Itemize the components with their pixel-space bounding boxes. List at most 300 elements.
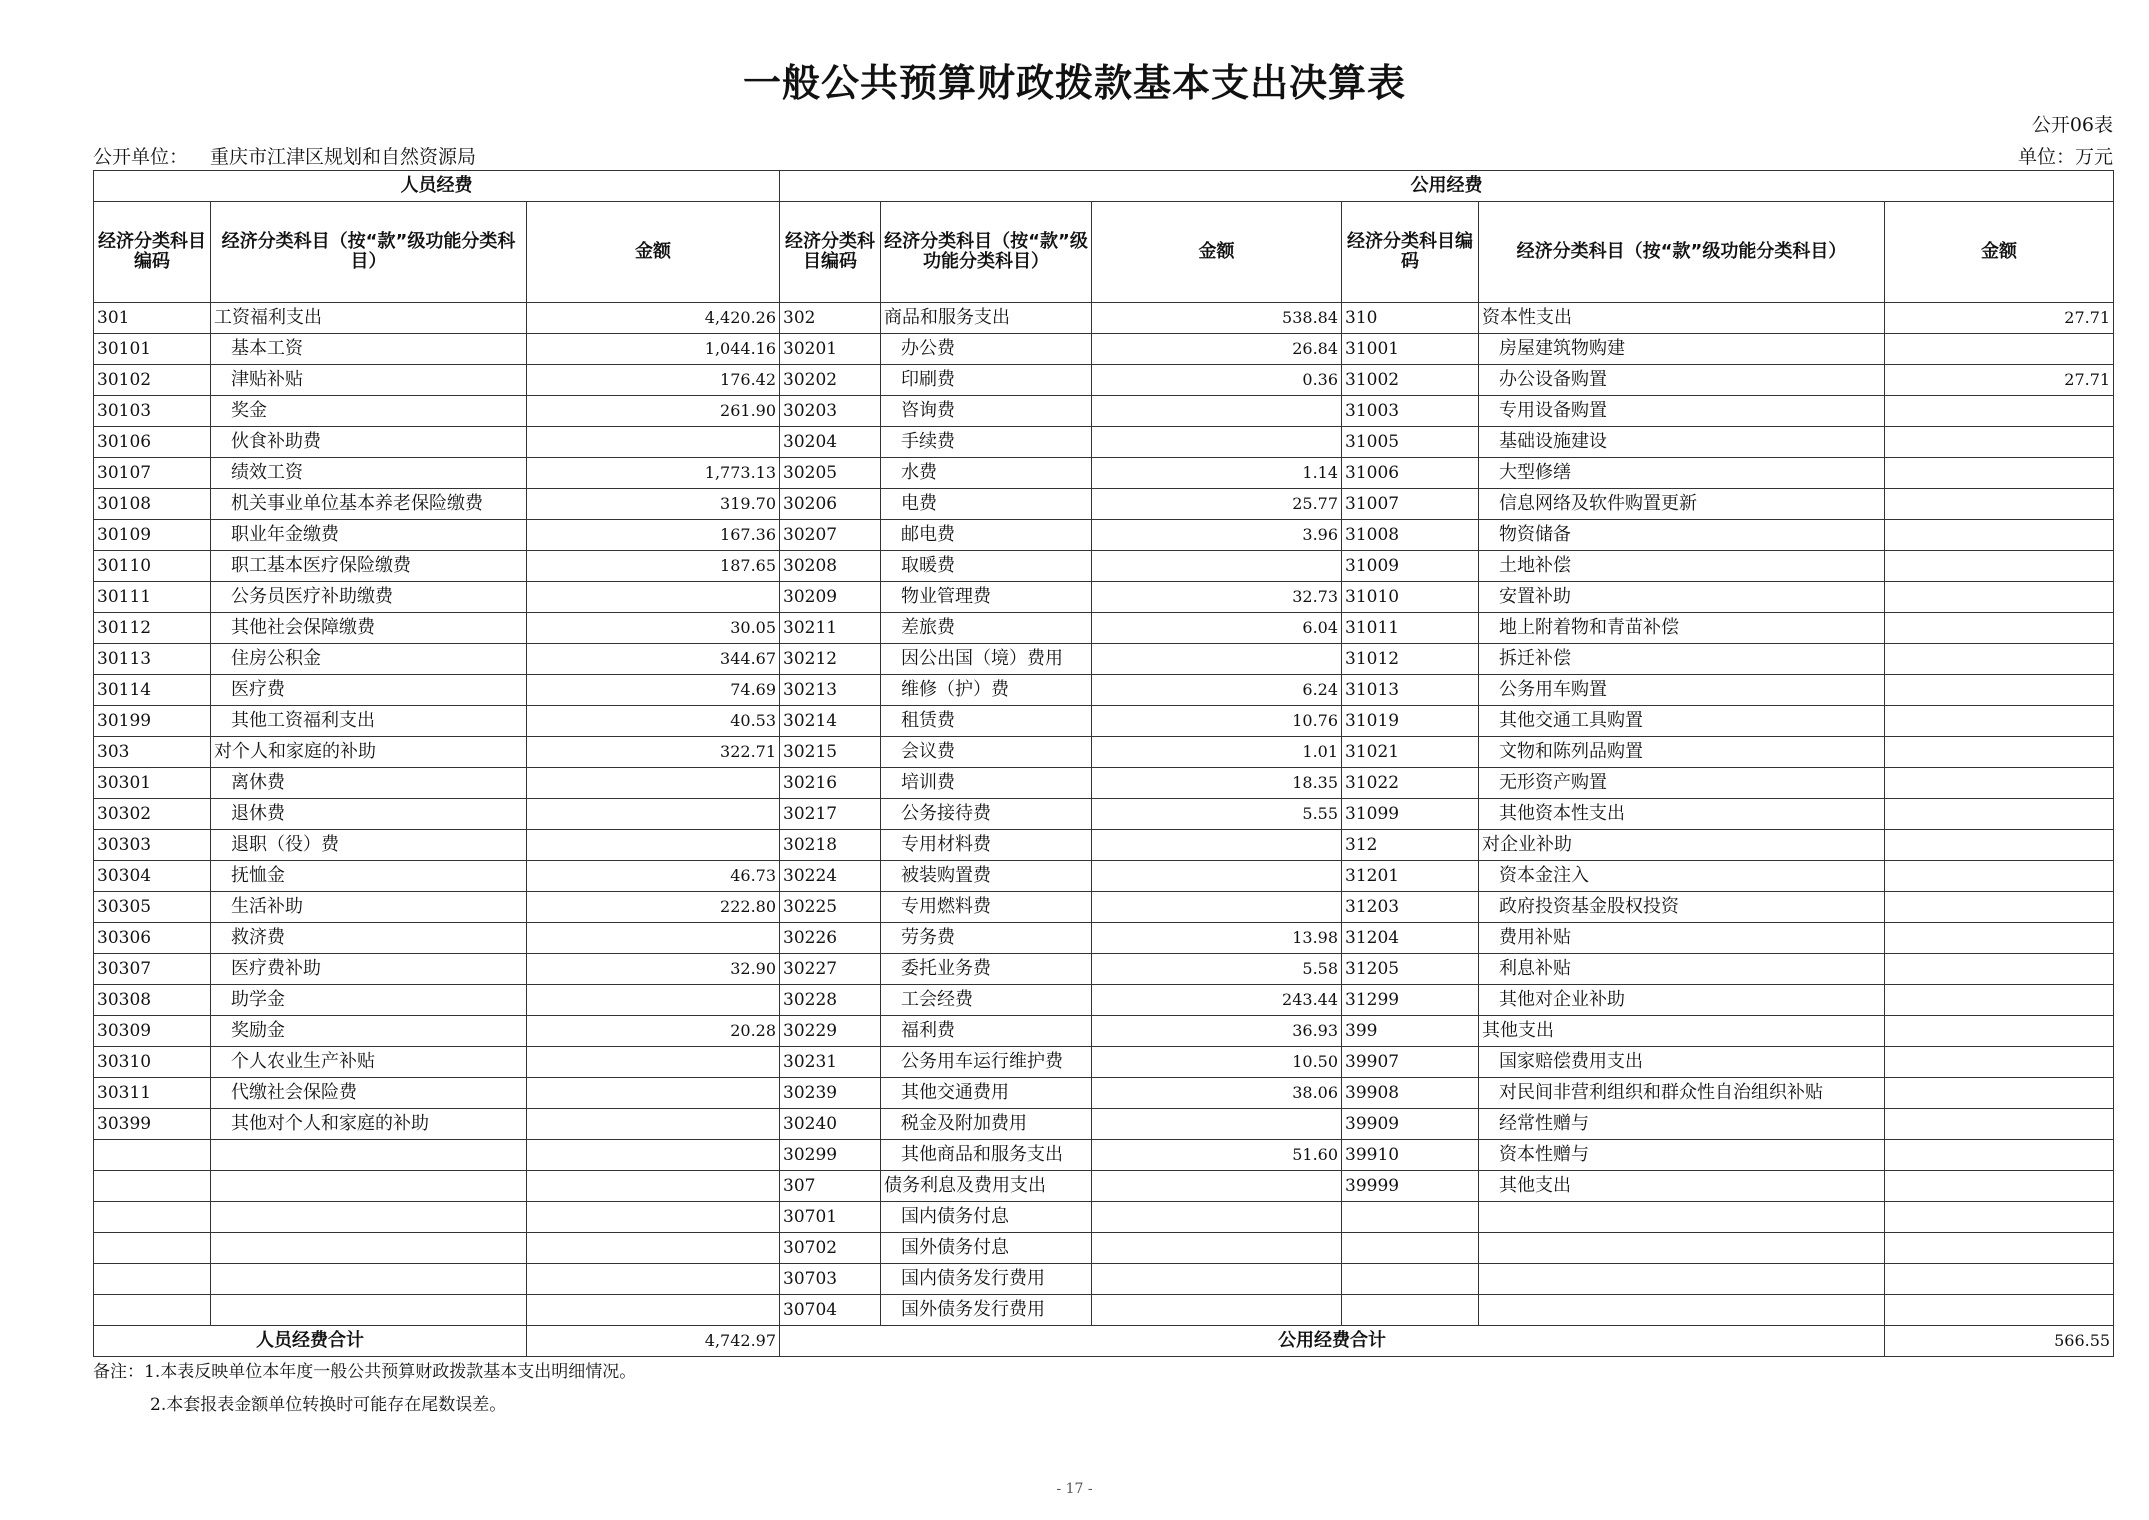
- name-cell: 机关事业单位基本养老保险缴费: [211, 489, 527, 520]
- column-header-row: [94, 202, 2114, 303]
- name-cell: 职工基本医疗保险缴费: [211, 551, 527, 582]
- name-cell: 助学金: [211, 985, 527, 1016]
- name-cell: 利息补贴: [1479, 954, 1885, 985]
- public-total-label: 公用经费合计: [780, 1326, 1885, 1357]
- amount-cell: 1,773.13: [527, 458, 780, 489]
- name-cell: 退职（役）费: [211, 830, 527, 861]
- reporting-unit-name: 重庆市江津区规划和自然资源局: [210, 146, 477, 168]
- name-cell: 物业管理费: [881, 582, 1092, 613]
- table-row: [94, 1264, 2114, 1295]
- page-title: 一般公共预算财政拨款基本支出决算表: [742, 61, 1406, 105]
- code-cell: 30704: [780, 1295, 881, 1326]
- code-cell: 30302: [94, 799, 211, 830]
- amount-cell: 51.60: [1092, 1140, 1342, 1171]
- name-cell: 大型修缮: [1479, 458, 1885, 489]
- amount-cell: 25.77: [1092, 489, 1342, 520]
- expenditure-table: [93, 170, 2114, 1357]
- code-cell: 30308: [94, 985, 211, 1016]
- code-cell: 31003: [1342, 396, 1479, 427]
- table-row: [94, 613, 2114, 644]
- name-cell: 医疗费: [211, 675, 527, 706]
- code-cell: 30301: [94, 768, 211, 799]
- table-row: [94, 768, 2114, 799]
- amount-cell: 10.76: [1092, 706, 1342, 737]
- amount-cell: 26.84: [1092, 334, 1342, 365]
- amount-cell: 13.98: [1092, 923, 1342, 954]
- code-cell: 30113: [94, 644, 211, 675]
- name-cell: 对企业补助: [1479, 830, 1885, 861]
- name-cell: [211, 1233, 527, 1264]
- name-cell: 其他社会保障缴费: [211, 613, 527, 644]
- code-cell: 30205: [780, 458, 881, 489]
- amount-cell: 5.55: [1092, 799, 1342, 830]
- code-cell: 31008: [1342, 520, 1479, 551]
- header-amount-2: 金额: [1092, 202, 1342, 303]
- name-cell: 商品和服务支出: [881, 303, 1092, 334]
- amount-cell: [1885, 1233, 2114, 1264]
- name-cell: 国内债务付息: [881, 1202, 1092, 1233]
- amount-cell: 322.71: [527, 737, 780, 768]
- code-cell: 303: [94, 737, 211, 768]
- amount-cell: [1092, 644, 1342, 675]
- code-cell: 31204: [1342, 923, 1479, 954]
- personnel-total-label: 人员经费合计: [94, 1326, 527, 1357]
- page-number: - 17 -: [1056, 1481, 1093, 1497]
- name-cell: 公务用车运行维护费: [881, 1047, 1092, 1078]
- amount-cell: [527, 582, 780, 613]
- name-cell: 其他对企业补助: [1479, 985, 1885, 1016]
- name-cell: [1479, 1295, 1885, 1326]
- code-cell: 39909: [1342, 1109, 1479, 1140]
- table-row: [94, 365, 2114, 396]
- code-cell: 31099: [1342, 799, 1479, 830]
- code-cell: 31201: [1342, 861, 1479, 892]
- name-cell: 差旅费: [881, 613, 1092, 644]
- amount-cell: 20.28: [527, 1016, 780, 1047]
- note-1: 备注：1.本表反映单位本年度一般公共预算财政拨款基本支出明细情况。: [93, 1362, 637, 1382]
- table-row: [94, 1109, 2114, 1140]
- table-number: 公开06表: [2031, 114, 2113, 136]
- table-row: [94, 861, 2114, 892]
- name-cell: 公务员医疗补助缴费: [211, 582, 527, 613]
- amount-cell: [1885, 551, 2114, 582]
- amount-cell: [1885, 644, 2114, 675]
- name-cell: 专用材料费: [881, 830, 1092, 861]
- amount-cell: [1885, 427, 2114, 458]
- code-cell: 30217: [780, 799, 881, 830]
- name-cell: 无形资产购置: [1479, 768, 1885, 799]
- name-cell: [211, 1295, 527, 1326]
- code-cell: [94, 1295, 211, 1326]
- amount-cell: [1885, 520, 2114, 551]
- name-cell: 职业年金缴费: [211, 520, 527, 551]
- code-cell: 30227: [780, 954, 881, 985]
- table-row: [94, 458, 2114, 489]
- name-cell: 其他交通费用: [881, 1078, 1092, 1109]
- code-cell: 30199: [94, 706, 211, 737]
- amount-cell: [527, 830, 780, 861]
- code-cell: 30304: [94, 861, 211, 892]
- amount-cell: 1,044.16: [527, 334, 780, 365]
- amount-cell: 36.93: [1092, 1016, 1342, 1047]
- name-cell: 工资福利支出: [211, 303, 527, 334]
- amount-cell: 0.36: [1092, 365, 1342, 396]
- name-cell: [1479, 1264, 1885, 1295]
- header-name-3: 经济分类科目（按“款”级功能分类科目）: [1479, 202, 1885, 303]
- name-cell: 办公费: [881, 334, 1092, 365]
- table-row: [94, 1233, 2114, 1264]
- code-cell: [94, 1264, 211, 1295]
- code-cell: 30224: [780, 861, 881, 892]
- amount-cell: [1885, 458, 2114, 489]
- name-cell: 维修（护）费: [881, 675, 1092, 706]
- code-cell: [94, 1171, 211, 1202]
- code-cell: 30240: [780, 1109, 881, 1140]
- code-cell: 30239: [780, 1078, 881, 1109]
- name-cell: 其他商品和服务支出: [881, 1140, 1092, 1171]
- name-cell: 安置补助: [1479, 582, 1885, 613]
- amount-cell: [527, 1202, 780, 1233]
- name-cell: 邮电费: [881, 520, 1092, 551]
- code-cell: 31012: [1342, 644, 1479, 675]
- amount-cell: [1885, 1016, 2114, 1047]
- name-cell: 物资储备: [1479, 520, 1885, 551]
- code-cell: 31013: [1342, 675, 1479, 706]
- amount-cell: [1885, 1078, 2114, 1109]
- table-body: [94, 171, 2114, 1357]
- personnel-total-amount: 4,742.97: [527, 1326, 780, 1357]
- code-cell: 30229: [780, 1016, 881, 1047]
- code-cell: 30211: [780, 613, 881, 644]
- amount-cell: [1885, 1140, 2114, 1171]
- name-cell: 公务接待费: [881, 799, 1092, 830]
- amount-cell: [527, 799, 780, 830]
- code-cell: 30701: [780, 1202, 881, 1233]
- code-cell: 31019: [1342, 706, 1479, 737]
- name-cell: 劳务费: [881, 923, 1092, 954]
- code-cell: 30399: [94, 1109, 211, 1140]
- amount-cell: [1885, 799, 2114, 830]
- code-cell: 31001: [1342, 334, 1479, 365]
- header-amount-1: 金额: [527, 202, 780, 303]
- amount-cell: 27.71: [1885, 303, 2114, 334]
- table-row: [94, 520, 2114, 551]
- name-cell: 咨询费: [881, 396, 1092, 427]
- name-cell: 因公出国（境）费用: [881, 644, 1092, 675]
- amount-cell: 538.84: [1092, 303, 1342, 334]
- name-cell: 国内债务发行费用: [881, 1264, 1092, 1295]
- code-cell: 31010: [1342, 582, 1479, 613]
- amount-cell: 243.44: [1092, 985, 1342, 1016]
- amount-cell: [1885, 1047, 2114, 1078]
- amount-cell: [1092, 1171, 1342, 1202]
- amount-cell: 187.65: [527, 551, 780, 582]
- amount-cell: 344.67: [527, 644, 780, 675]
- code-cell: 30299: [780, 1140, 881, 1171]
- table-row: [94, 799, 2114, 830]
- code-cell: 30311: [94, 1078, 211, 1109]
- amount-cell: [1885, 954, 2114, 985]
- amount-cell: [1092, 396, 1342, 427]
- code-cell: 30309: [94, 1016, 211, 1047]
- name-cell: 绩效工资: [211, 458, 527, 489]
- code-cell: 30216: [780, 768, 881, 799]
- amount-cell: [1092, 551, 1342, 582]
- code-cell: 30109: [94, 520, 211, 551]
- table-row: [94, 892, 2114, 923]
- header-name-1: 经济分类科目（按“款”级功能分类科目）: [211, 202, 527, 303]
- amount-cell: 261.90: [527, 396, 780, 427]
- name-cell: 基本工资: [211, 334, 527, 365]
- amount-cell: [1885, 768, 2114, 799]
- code-cell: 30206: [780, 489, 881, 520]
- amount-cell: [1885, 1295, 2114, 1326]
- amount-cell: [1092, 1233, 1342, 1264]
- table-row: [94, 427, 2114, 458]
- name-cell: 取暖费: [881, 551, 1092, 582]
- name-cell: 工会经费: [881, 985, 1092, 1016]
- code-cell: 31205: [1342, 954, 1479, 985]
- amount-cell: 40.53: [527, 706, 780, 737]
- name-cell: 对民间非营利组织和群众性自治组织补贴: [1479, 1078, 1885, 1109]
- amount-cell: [1885, 334, 2114, 365]
- code-cell: [1342, 1233, 1479, 1264]
- code-cell: 399: [1342, 1016, 1479, 1047]
- name-cell: [1479, 1233, 1885, 1264]
- amount-cell: 6.04: [1092, 613, 1342, 644]
- amount-cell: [1885, 861, 2114, 892]
- name-cell: 其他工资福利支出: [211, 706, 527, 737]
- amount-cell: 32.73: [1092, 582, 1342, 613]
- amount-cell: 319.70: [527, 489, 780, 520]
- amount-cell: 18.35: [1092, 768, 1342, 799]
- table-row: [94, 644, 2114, 675]
- name-cell: 其他交通工具购置: [1479, 706, 1885, 737]
- amount-cell: [1092, 1264, 1342, 1295]
- amount-cell: [1885, 675, 2114, 706]
- name-cell: 资本性支出: [1479, 303, 1885, 334]
- amount-cell: 4,420.26: [527, 303, 780, 334]
- name-cell: 其他支出: [1479, 1171, 1885, 1202]
- code-cell: 31203: [1342, 892, 1479, 923]
- code-cell: 30101: [94, 334, 211, 365]
- code-cell: 30202: [780, 365, 881, 396]
- amount-cell: [1885, 489, 2114, 520]
- amount-cell: [527, 1295, 780, 1326]
- name-cell: 拆迁补偿: [1479, 644, 1885, 675]
- amount-cell: [1885, 1202, 2114, 1233]
- amount-cell: [527, 1047, 780, 1078]
- name-cell: 房屋建筑物购建: [1479, 334, 1885, 365]
- code-cell: 30231: [780, 1047, 881, 1078]
- code-cell: 302: [780, 303, 881, 334]
- amount-cell: [1092, 861, 1342, 892]
- name-cell: 信息网络及软件购置更新: [1479, 489, 1885, 520]
- name-cell: 生活补助: [211, 892, 527, 923]
- amount-cell: 6.24: [1092, 675, 1342, 706]
- code-cell: [1342, 1264, 1479, 1295]
- code-cell: 30215: [780, 737, 881, 768]
- table-row: [94, 706, 2114, 737]
- code-cell: 30201: [780, 334, 881, 365]
- name-cell: 被装购置费: [881, 861, 1092, 892]
- amount-cell: [527, 1109, 780, 1140]
- amount-cell: [527, 923, 780, 954]
- table-row: [94, 303, 2114, 334]
- name-cell: 津贴补贴: [211, 365, 527, 396]
- code-cell: 31299: [1342, 985, 1479, 1016]
- code-cell: 31006: [1342, 458, 1479, 489]
- name-cell: 其他资本性支出: [1479, 799, 1885, 830]
- amount-cell: [1885, 830, 2114, 861]
- code-cell: [94, 1202, 211, 1233]
- code-cell: 307: [780, 1171, 881, 1202]
- name-cell: [211, 1202, 527, 1233]
- header-code-3: 经济分类科目编码: [1342, 202, 1479, 303]
- name-cell: 奖励金: [211, 1016, 527, 1047]
- code-cell: 31005: [1342, 427, 1479, 458]
- amount-cell: [1885, 923, 2114, 954]
- code-cell: 30218: [780, 830, 881, 861]
- name-cell: 医疗费补助: [211, 954, 527, 985]
- name-cell: 救济费: [211, 923, 527, 954]
- name-cell: 专用设备购置: [1479, 396, 1885, 427]
- name-cell: 委托业务费: [881, 954, 1092, 985]
- totals-row: [94, 1326, 2114, 1357]
- code-cell: 30306: [94, 923, 211, 954]
- amount-cell: [1885, 985, 2114, 1016]
- amount-cell: 5.58: [1092, 954, 1342, 985]
- amount-cell: [527, 1264, 780, 1295]
- code-cell: [94, 1233, 211, 1264]
- name-cell: 地上附着物和青苗补偿: [1479, 613, 1885, 644]
- code-cell: 310: [1342, 303, 1479, 334]
- code-cell: [1342, 1295, 1479, 1326]
- group-header-row: [94, 171, 2114, 202]
- note-2: 2.本套报表金额单位转换时可能存在尾数误差。: [150, 1395, 507, 1415]
- code-cell: 30108: [94, 489, 211, 520]
- name-cell: 资本性赠与: [1479, 1140, 1885, 1171]
- amount-cell: 1.01: [1092, 737, 1342, 768]
- amount-cell: [1092, 1295, 1342, 1326]
- code-cell: 30213: [780, 675, 881, 706]
- table-row: [94, 1047, 2114, 1078]
- code-cell: 312: [1342, 830, 1479, 861]
- code-cell: 39907: [1342, 1047, 1479, 1078]
- amount-cell: 1.14: [1092, 458, 1342, 489]
- table-row: [94, 1171, 2114, 1202]
- code-cell: 39910: [1342, 1140, 1479, 1171]
- amount-cell: [1885, 1109, 2114, 1140]
- code-cell: 30110: [94, 551, 211, 582]
- amount-cell: [1885, 737, 2114, 768]
- name-cell: 培训费: [881, 768, 1092, 799]
- name-cell: 土地补偿: [1479, 551, 1885, 582]
- table-row: [94, 582, 2114, 613]
- name-cell: 税金及附加费用: [881, 1109, 1092, 1140]
- amount-cell: [527, 1078, 780, 1109]
- name-cell: 基础设施建设: [1479, 427, 1885, 458]
- amount-cell: [527, 1233, 780, 1264]
- name-cell: 手续费: [881, 427, 1092, 458]
- code-cell: 301: [94, 303, 211, 334]
- amount-cell: [1092, 427, 1342, 458]
- amount-cell: [1092, 1202, 1342, 1233]
- header-amount-3: 金额: [1885, 202, 2114, 303]
- amount-cell: [527, 1140, 780, 1171]
- code-cell: 30303: [94, 830, 211, 861]
- header-name-2: 经济分类科目（按“款”级功能分类科目）: [881, 202, 1092, 303]
- name-cell: 资本金注入: [1479, 861, 1885, 892]
- amount-cell: [1885, 706, 2114, 737]
- code-cell: 30307: [94, 954, 211, 985]
- table-row: [94, 489, 2114, 520]
- amount-cell: [1092, 830, 1342, 861]
- amount-cell: [527, 427, 780, 458]
- reporting-unit-label: 公开单位：: [93, 146, 189, 168]
- amount-cell: [527, 985, 780, 1016]
- table-row: [94, 830, 2114, 861]
- table-row: [94, 923, 2114, 954]
- code-cell: 30107: [94, 458, 211, 489]
- name-cell: 专用燃料费: [881, 892, 1092, 923]
- name-cell: 债务利息及费用支出: [881, 1171, 1092, 1202]
- code-cell: 30305: [94, 892, 211, 923]
- code-cell: 30212: [780, 644, 881, 675]
- amount-cell: [1885, 582, 2114, 613]
- amount-cell: [1885, 1171, 2114, 1202]
- code-cell: 31007: [1342, 489, 1479, 520]
- code-cell: 31002: [1342, 365, 1479, 396]
- amount-cell: [1885, 892, 2114, 923]
- table-row: [94, 334, 2114, 365]
- code-cell: 30225: [780, 892, 881, 923]
- code-cell: 30208: [780, 551, 881, 582]
- name-cell: 国家赔偿费用支出: [1479, 1047, 1885, 1078]
- name-cell: 奖金: [211, 396, 527, 427]
- name-cell: [211, 1171, 527, 1202]
- code-cell: 30106: [94, 427, 211, 458]
- table-row: [94, 737, 2114, 768]
- amount-cell: [1092, 1109, 1342, 1140]
- amount-cell: [1885, 1264, 2114, 1295]
- name-cell: 退休费: [211, 799, 527, 830]
- code-cell: 31011: [1342, 613, 1479, 644]
- table-row: [94, 1140, 2114, 1171]
- code-cell: [1342, 1202, 1479, 1233]
- code-cell: 30310: [94, 1047, 211, 1078]
- header-code-2: 经济分类科目编码: [780, 202, 881, 303]
- code-cell: 31009: [1342, 551, 1479, 582]
- code-cell: [94, 1140, 211, 1171]
- name-cell: 费用补贴: [1479, 923, 1885, 954]
- code-cell: 39999: [1342, 1171, 1479, 1202]
- code-cell: 31021: [1342, 737, 1479, 768]
- name-cell: 文物和陈列品购置: [1479, 737, 1885, 768]
- table-row: [94, 675, 2114, 706]
- code-cell: 30103: [94, 396, 211, 427]
- reporting-unit: [93, 142, 476, 169]
- group-personnel: 人员经费: [94, 171, 780, 202]
- notes: [93, 1356, 636, 1422]
- code-cell: 30209: [780, 582, 881, 613]
- name-cell: 公务用车购置: [1479, 675, 1885, 706]
- group-public: 公用经费: [780, 171, 2114, 202]
- amount-cell: 30.05: [527, 613, 780, 644]
- amount-cell: [1885, 396, 2114, 427]
- name-cell: 国外债务付息: [881, 1233, 1092, 1264]
- table-row: [94, 954, 2114, 985]
